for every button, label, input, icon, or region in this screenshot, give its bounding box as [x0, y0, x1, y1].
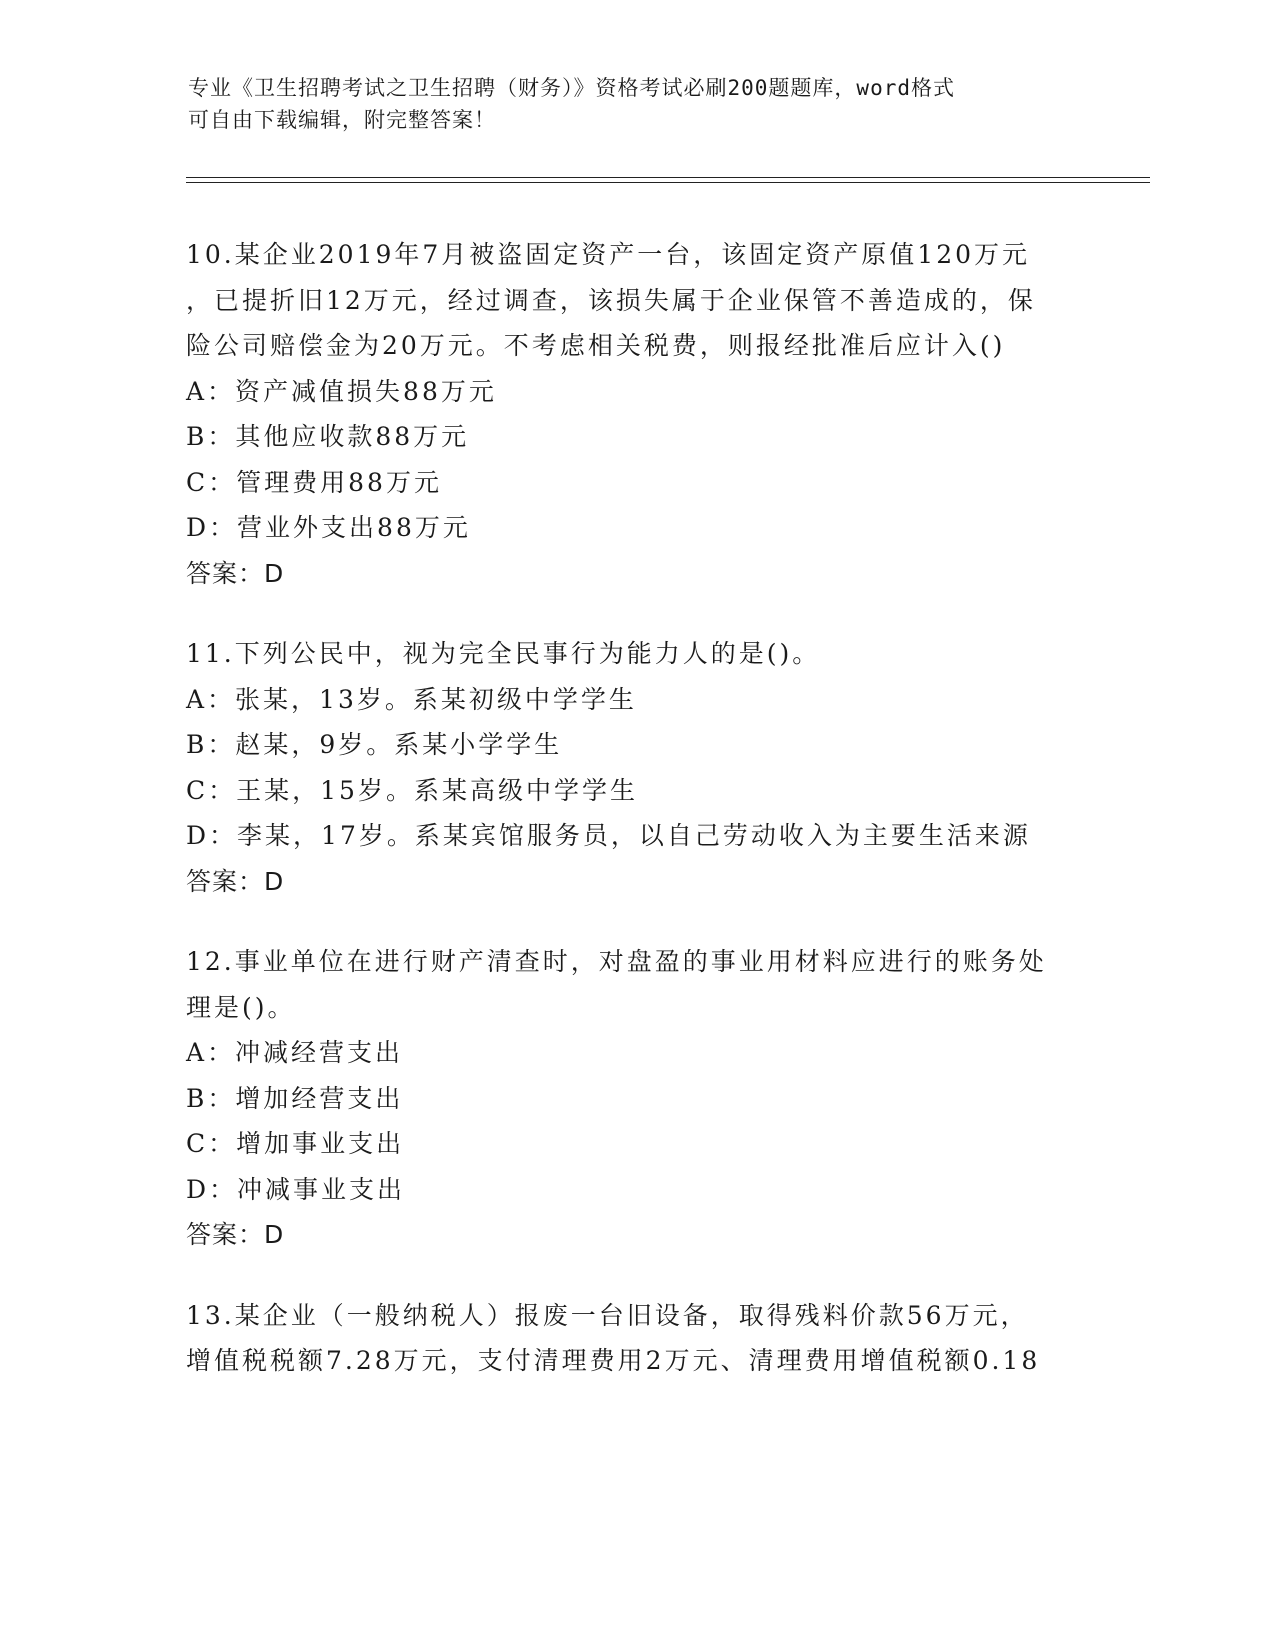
document-header — [188, 72, 1068, 136]
header-divider-top — [186, 177, 1150, 178]
question-10 — [186, 232, 1086, 596]
question-stem-line: 增值税税额7.28万元，支付清理费用2万元、清理费用增值税额0.18 — [186, 1346, 1041, 1375]
question-13 — [186, 1293, 1086, 1384]
option-b: B：赵某，9岁。系某小学学生 — [186, 730, 563, 759]
header-line-1: 专业《卫生招聘考试之卫生招聘（财务）》资格考试必刷200题题库，word格式 — [188, 76, 955, 100]
option-a: A：张某，13岁。系某初级中学学生 — [186, 684, 637, 714]
option-d: D：冲减事业支出 — [186, 1174, 406, 1204]
question-stem-line: 12.事业单位在进行财产清查时，对盘盈的事业用材料应进行的账务处 — [186, 947, 1047, 976]
option-b: B：其他应收款88万元 — [186, 422, 470, 451]
question-stem-line: 13.某企业（一般纳税人）报废一台旧设备，取得残料价款56万元， — [186, 1300, 1029, 1330]
option-b: B：增加经营支出 — [186, 1083, 404, 1113]
question-stem-line: ，已提折旧12万元，经过调查，该损失属于企业保管不善造成的，保 — [186, 285, 1036, 315]
answer-label: 答案：D — [186, 866, 285, 896]
option-c: C：增加事业支出 — [186, 1129, 405, 1158]
question-12 — [186, 939, 1086, 1258]
option-a: A：冲减经营支出 — [186, 1038, 404, 1067]
question-stem-line: 11.下列公民中，视为完全民事行为能力人的是()。 — [186, 639, 821, 668]
answer-label: 答案：D — [186, 1220, 285, 1249]
question-stem-line: 10.某企业2019年7月被盗固定资产一台，该固定资产原值120万元 — [186, 240, 1031, 269]
option-d: D：营业外支出88万元 — [186, 513, 471, 542]
option-c: C：管理费用88万元 — [186, 467, 442, 497]
question-11 — [186, 631, 1086, 904]
header-divider-bottom — [186, 182, 1150, 183]
option-c: C：王某，15岁。系某高级中学学生 — [186, 775, 638, 805]
question-stem-line: 险公司赔偿金为20万元。不考虑相关税费，则报经批准后应计入() — [186, 331, 1006, 360]
option-a: A：资产减值损失88万元 — [186, 376, 497, 406]
header-line-2: 可自由下载编辑，附完整答案！ — [188, 108, 496, 132]
answer-label: 答案：D — [186, 558, 285, 588]
question-list — [186, 232, 1086, 1419]
question-stem-line: 理是()。 — [186, 992, 296, 1022]
option-d: D：李某，17岁。系某宾馆服务员，以自己劳动收入为主要生活来源 — [186, 821, 1031, 850]
